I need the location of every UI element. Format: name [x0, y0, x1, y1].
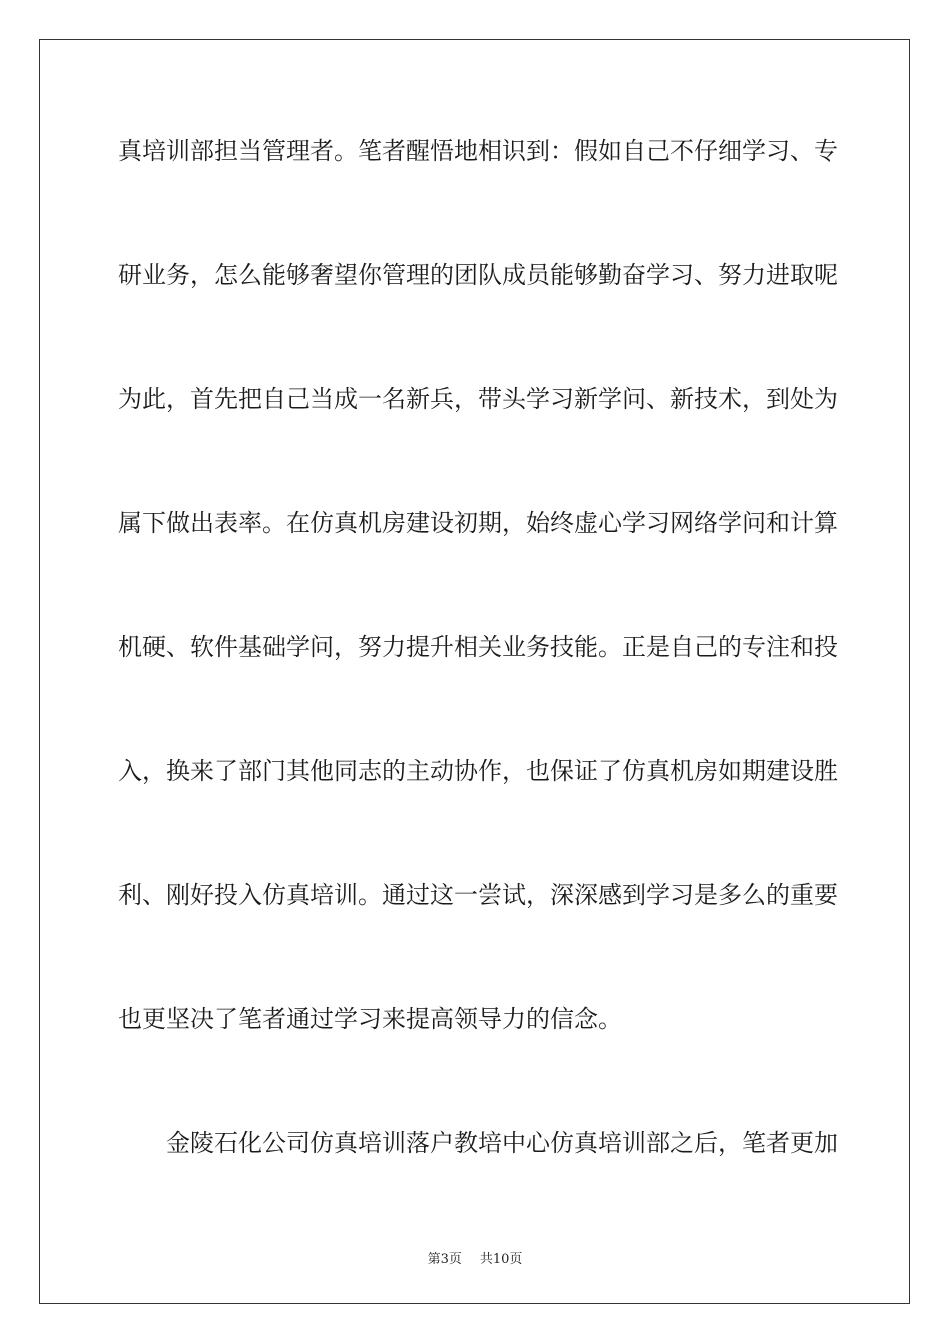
page-border	[39, 39, 910, 1304]
body-text-line: 也更坚决了笔者通过学习来提高领导力的信念。	[118, 1005, 622, 1033]
body-text-line: 真培训部担当管理者。笔者醒悟地相识到：假如自己不仔细学习、专	[118, 137, 838, 165]
body-text-line: 属下做出表率。在仿真机房建设初期，始终虚心学习网络学问和计算	[118, 509, 838, 537]
paragraph-first-line: 金陵石化公司仿真培训落户教培中心仿真培训部之后，笔者更加	[166, 1129, 838, 1157]
body-text-line: 机硬、软件基础学问，努力提升相关业务技能。正是自己的专注和投	[118, 633, 838, 661]
body-text-line: 研业务，怎么能够奢望你管理的团队成员能够勤奋学习、努力进取呢	[118, 261, 838, 289]
page-footer	[0, 1248, 950, 1267]
page-total: 共10页	[479, 1252, 523, 1267]
body-text-line: 为此，首先把自己当成一名新兵，带头学习新学问、新技术，到处为	[118, 385, 838, 413]
body-text-line: 入，换来了部门其他同志的主动协作，也保证了仿真机房如期建设胜	[118, 757, 838, 785]
page-number: 第3页	[427, 1252, 462, 1267]
body-text-line: 利、刚好投入仿真培训。通过这一尝试，深深感到学习是多么的重要	[118, 881, 838, 909]
